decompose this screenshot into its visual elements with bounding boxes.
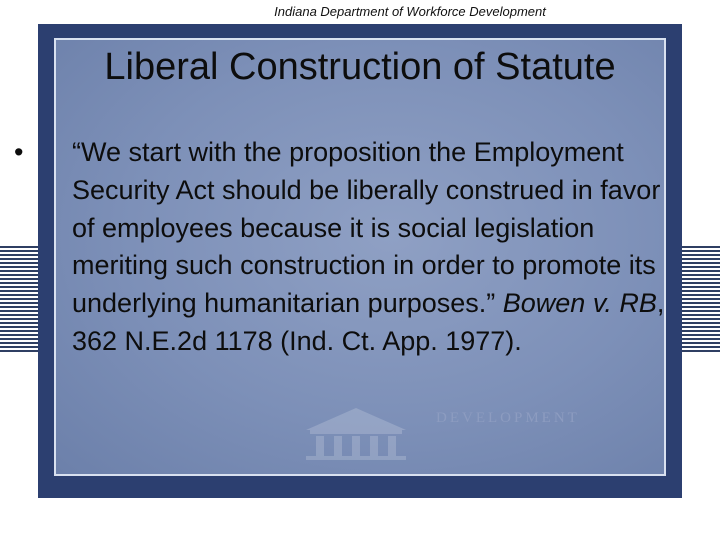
decorative-stripes-right [680,246,720,354]
bullet-text [72,134,672,361]
decorative-stripes-left [0,246,40,354]
case-name: Bowen v. RB [502,288,657,319]
slide-title: Liberal Construction of Statute [104,46,616,88]
case-citation: , 362 N.E.2d 1178 (Ind. Ct. App. 1977). [72,288,665,356]
watermark-text: DEVELOPMENT [436,410,580,426]
building-watermark-icon [296,400,416,460]
quote-text: “We start with the proposition the Employment Security Act should be liberally construed in favor of employees because it is social legislation meriting such construction in order to promote its underlying humanitarian purposes.” [72,137,661,319]
header-organization: Indiana Department of Workforce Development [274,4,546,19]
bullet-marker: • [14,137,24,167]
